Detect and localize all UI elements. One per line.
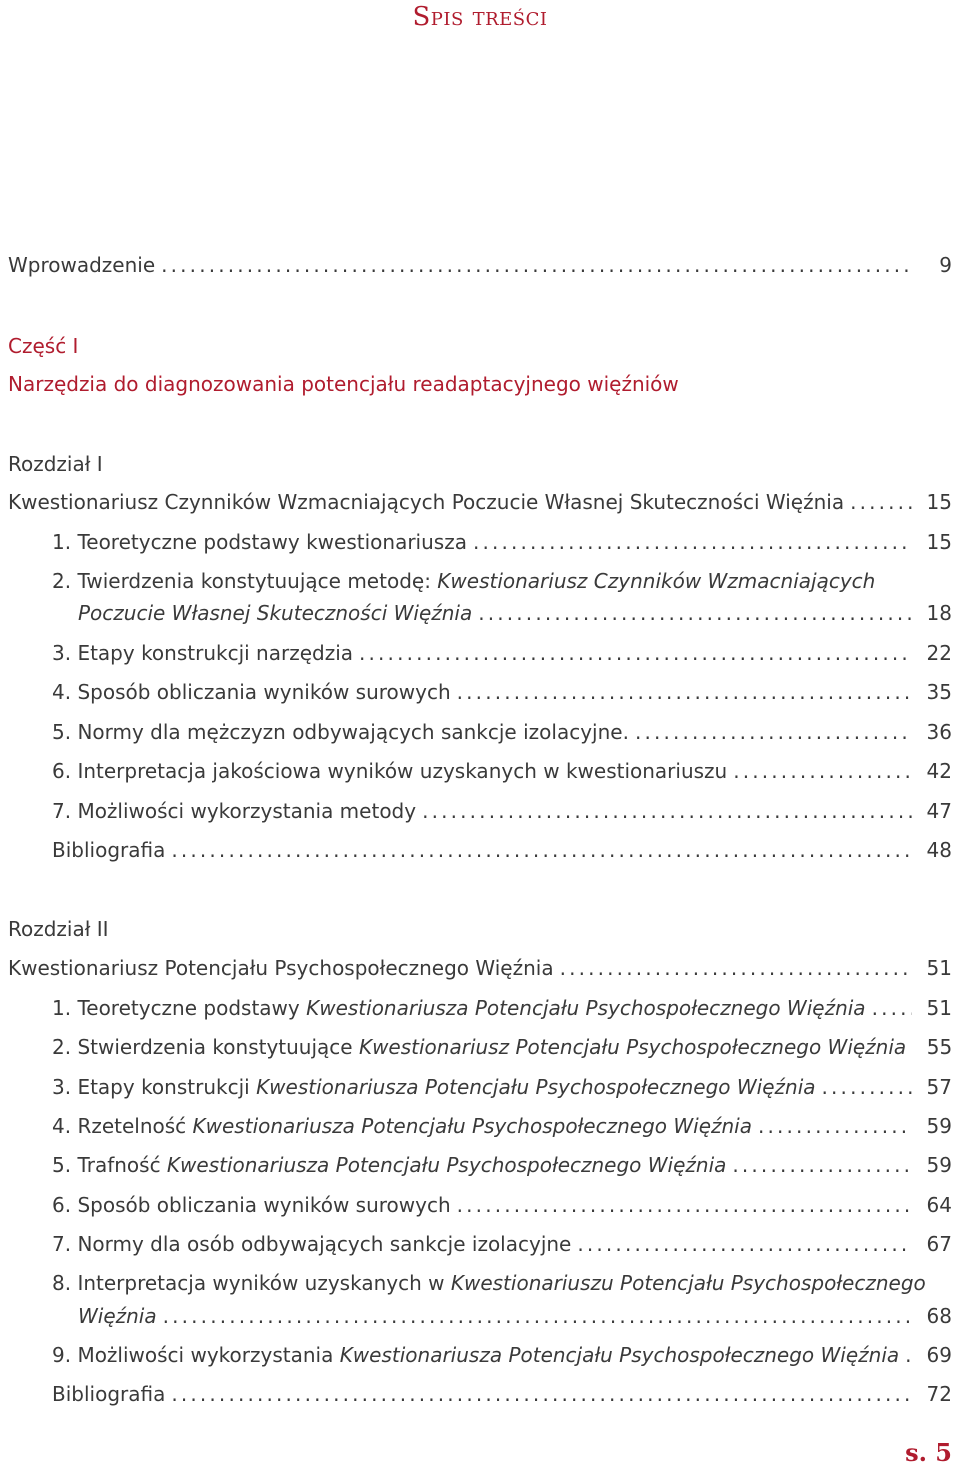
toc-entry-label: 1. Teoretyczne podstawy kwestionariusza [52,530,467,554]
toc-entry-label: 2. Stwierdzenia konstytuujące Kwestionariusz Potencjału Psychospołecznego Więźnia [52,1035,907,1059]
toc-entry-chapter-2[interactable] [8,956,952,984]
toc-page-number: 9 [939,253,952,277]
toc-entry-label: 3. Etapy konstrukcji narzędzia [52,641,354,665]
toc-entry[interactable] [52,996,952,1024]
toc-entry-continuation[interactable] [78,601,952,629]
part-title: Narzędzia do diagnozowania potencjału readaptacyjnego więźniów [8,372,679,396]
dot-leader [758,1114,912,1138]
part-label: Część I [8,334,79,358]
dot-leader [422,799,912,823]
toc-entry[interactable] [52,720,952,748]
dot-leader [171,1382,912,1406]
chapter-1-label: Rozdział I [8,452,103,476]
toc-entry[interactable] [52,641,952,669]
toc-entry-label: 5. Trafność Kwestionariusza Potencjału Psychospołecznego Więźnia [52,1153,727,1177]
dot-leader [473,530,912,554]
dot-leader [457,680,912,704]
dot-leader [163,1304,912,1328]
page-number-footer: s. 5 [905,1438,952,1467]
toc-entry-bibliography[interactable] [52,838,952,866]
toc-entry-label: 7. Możliwości wykorzystania metody [52,799,417,823]
chapter-2-label: Rozdział II [8,917,109,941]
toc-page-number: 59 [926,1114,952,1138]
toc-entry-label: Poczucie Własnej Skuteczności Więźnia [78,601,473,625]
toc-page-number: 69 [926,1343,952,1367]
toc-page-number: 48 [926,838,952,862]
toc-page-number: 51 [926,956,952,980]
toc-entry-label: Bibliografia [52,1382,166,1406]
toc-entry-label: 6. Interpretacja jakościowa wyników uzyskanych w kwestionariuszu [52,759,728,783]
toc-page-number: 55 [926,1035,953,1059]
dot-leader [850,490,912,514]
dot-leader [359,641,912,665]
toc-entry-label: 3. Etapy konstrukcji Kwestionariusza Potencjału Psychospołecznego Więźnia [52,1075,816,1099]
toc-entry-label: Bibliografia [52,838,166,862]
toc-entry[interactable] [52,1343,952,1371]
toc-entry[interactable] [52,1271,952,1299]
toc-page-number: 67 [926,1232,952,1256]
dot-leader [905,1343,912,1367]
dot-leader [457,1193,912,1217]
toc-entry-label: 2. Twierdzenia konstytuujące metodę: Kwestionariusz Czynników Wzmacniających [52,569,876,593]
toc-page-number: 35 [926,680,952,704]
dot-leader [161,253,912,277]
toc-entry[interactable] [52,1035,952,1063]
toc-entry-continuation[interactable] [78,1304,952,1332]
toc-entry[interactable] [52,1075,952,1103]
toc-page-number: 22 [926,641,952,665]
toc-page-number: 64 [926,1193,952,1217]
page-title: Spis treści [412,2,548,32]
toc-entry[interactable] [52,1153,952,1181]
toc-entry-label: 9. Możliwości wykorzystania Kwestionariusza Potencjału Psychospołecznego Więźnia [52,1343,900,1367]
toc-entry-label: 4. Sposób obliczania wyników surowych [52,680,451,704]
dot-leader [872,996,912,1020]
dot-leader [560,956,912,980]
toc-entry-label: 7. Normy dla osób odbywających sankcje izolacyjne [52,1232,572,1256]
toc-entry[interactable] [52,759,952,787]
toc-entry[interactable] [52,1114,952,1142]
toc-entry[interactable] [52,530,952,558]
toc-entry-intro[interactable] [8,253,952,281]
toc-page-number: 15 [926,490,952,514]
dot-leader [635,720,912,744]
toc-entry-label: Kwestionariusz Potencjału Psychospołecznego Więźnia [8,956,554,980]
toc-page-number: 59 [926,1153,952,1177]
toc-entry-label: Wprowadzenie [8,253,156,277]
toc-entry-bibliography[interactable] [52,1382,952,1410]
toc-entry[interactable] [52,1232,952,1260]
toc-entry[interactable] [52,1193,952,1221]
toc-page-number: 47 [926,799,952,823]
dot-leader [577,1232,912,1256]
toc-entry-label: Więźnia [78,1304,157,1328]
dot-leader [171,838,912,862]
toc-entry-label: 4. Rzetelność Kwestionariusza Potencjału Psychospołecznego Więźnia [52,1114,752,1138]
toc-page-number: 68 [926,1304,952,1328]
toc-page-number: 18 [926,601,952,625]
toc-entry-label: 8. Interpretacja wyników uzyskanych w Kwestionariuszu Potencjału Psychospołecznego [52,1271,926,1295]
toc-entry-label: Kwestionariusz Czynników Wzmacniających Poczucie Własnej Skuteczności Więźnia [8,490,845,514]
toc-page-number: 42 [926,759,952,783]
toc-entry[interactable] [52,569,952,597]
dot-leader [478,601,912,625]
toc-entry-label: 6. Sposób obliczania wyników surowych [52,1193,451,1217]
toc-page-number: 51 [926,996,952,1020]
toc-page-number: 15 [926,530,952,554]
toc-entry-label: 1. Teoretyczne podstawy Kwestionariusza Potencjału Psychospołecznego Więźnia [52,996,866,1020]
toc-page-number: 57 [926,1075,952,1099]
toc-entry[interactable] [52,799,952,827]
toc-entry-label: 5. Normy dla mężczyzn odbywających sankcje izolacyjne. [52,720,629,744]
toc-entry-chapter-1[interactable] [8,490,952,518]
toc-page-number: 36 [926,720,952,744]
dot-leader [822,1075,912,1099]
toc-entry[interactable] [52,680,952,708]
dot-leader [732,1153,912,1177]
dot-leader [733,759,912,783]
toc-page-number: 72 [926,1382,952,1406]
